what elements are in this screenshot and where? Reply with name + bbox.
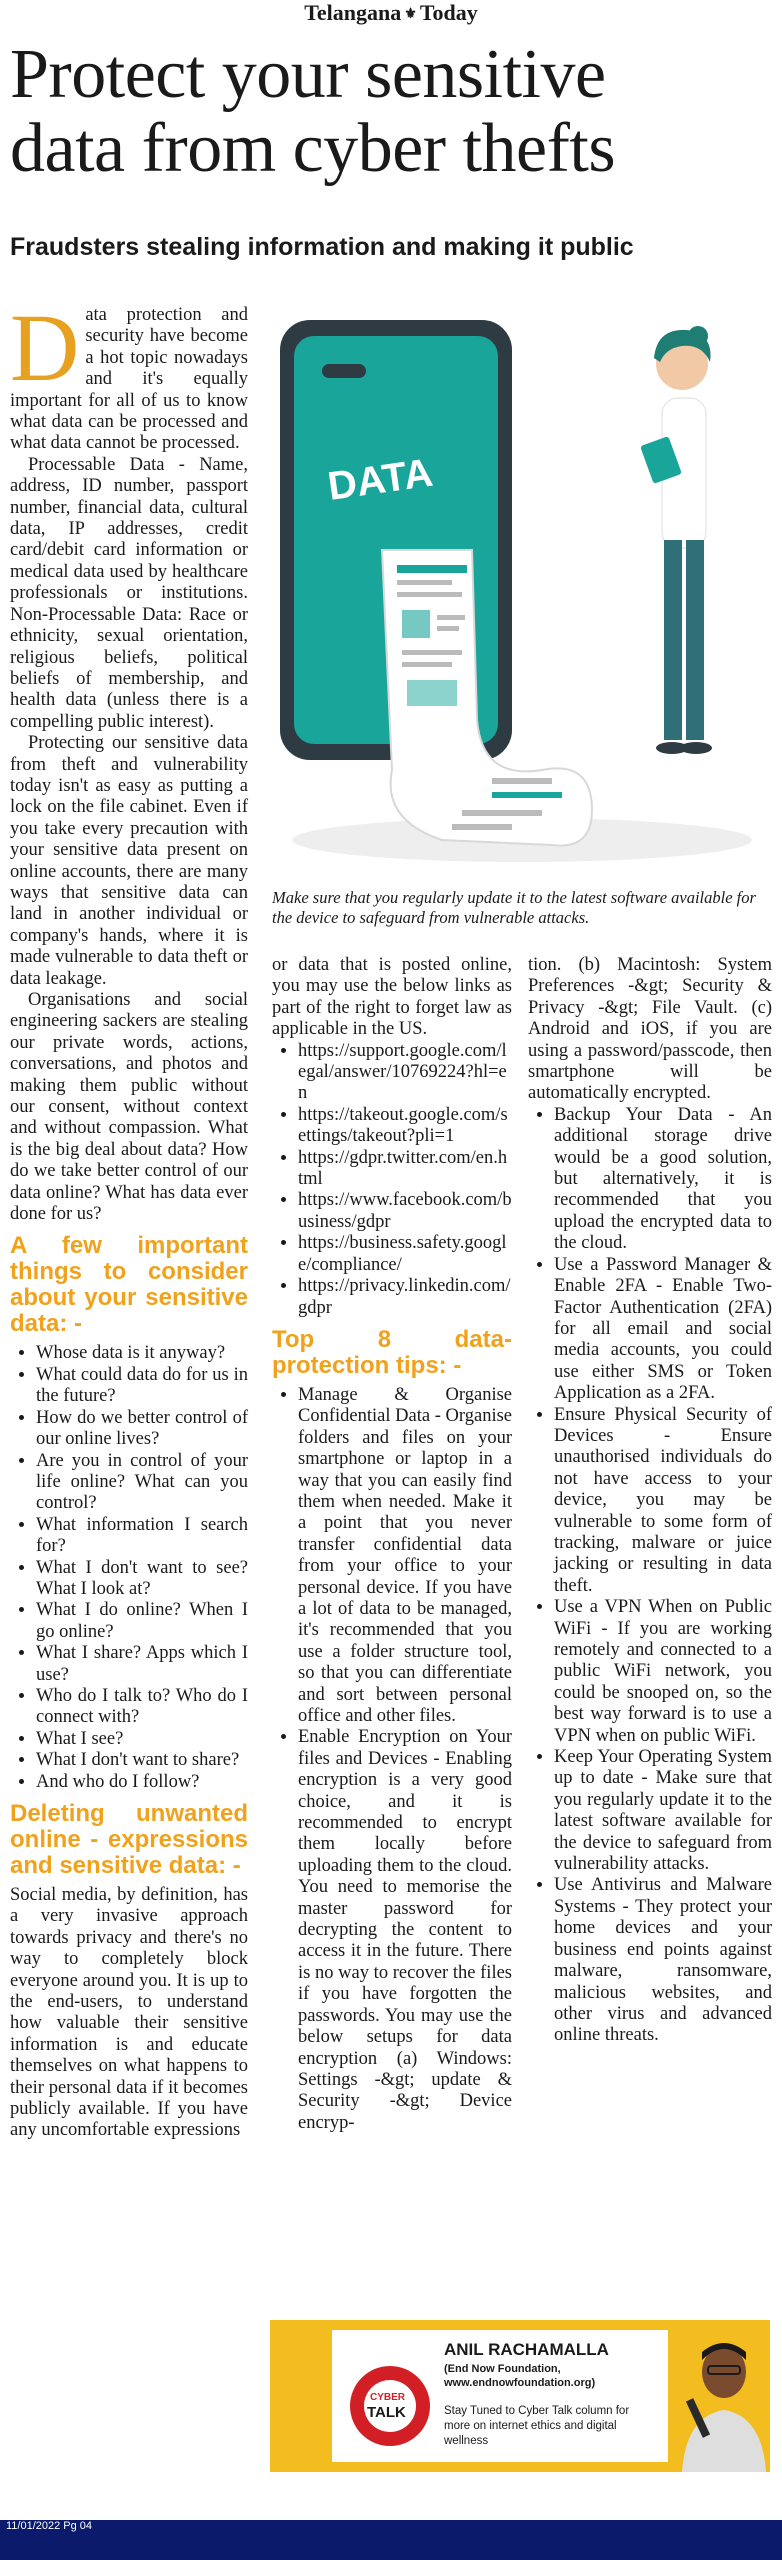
cyber-talk-logo bbox=[350, 2366, 430, 2446]
author-tagline: Stay Tuned to Cyber Talk column for more on internet ethics and digital wellness bbox=[444, 2405, 630, 2447]
link-item: • https://business.safety.google/compliance/ bbox=[298, 1233, 512, 1276]
headline bbox=[10, 38, 780, 186]
logo-text-bottom: TALK bbox=[367, 2404, 406, 2421]
link-item: • https://privacy.linkedin.com/gdpr bbox=[298, 1276, 512, 1319]
section-heading-deleting: Deleting unwanted online - expressions and sensitive data: - bbox=[10, 1800, 248, 1879]
author-name: ANIL RACHAMALLA bbox=[444, 2340, 609, 2359]
article-column-2 bbox=[272, 955, 512, 2134]
list-item: • How do we better control of our online lives? bbox=[36, 1408, 248, 1451]
list-item: • What I don't want to share? bbox=[36, 1750, 248, 1771]
section-heading-tips: Top 8 data-protection tips: - bbox=[272, 1325, 512, 1379]
paragraph: tion. (b) Macintosh: System Preferences -&gt; Security & Privacy -&gt; File Vault. (c) Android and iOS, if you are using a password/passcode, then smartphone will be automatically encrypted. bbox=[528, 955, 772, 1104]
footer-bar bbox=[0, 2520, 782, 2560]
subhead: Fraudsters stealing information and making it public bbox=[10, 233, 634, 261]
data-illustration bbox=[262, 300, 772, 880]
list-item: • Are you in control of your life online? What can you control? bbox=[36, 1451, 248, 1515]
paragraph: Social media, by definition, has a very invasive approach towards privacy and there's no way to completely block everyone around you. It is up to the end-users, to understand how valuable their sensitive information is and educate themselves on what happens to their personal data if it becomes publicly available. If you have any uncomfortable expressions bbox=[10, 1885, 248, 2141]
link-item: • https://www.facebook.com/business/gdpr bbox=[298, 1190, 512, 1233]
list-item: • Use a Password Manager & Enable 2FA - Enable Two-Factor Authentication (2FA) for all email and social media accounts, you could use either SMS or Token Application as a 2FA. bbox=[554, 1255, 772, 1405]
list-item: • Whose data is it anyway? bbox=[36, 1343, 248, 1364]
author-photo bbox=[672, 2320, 770, 2472]
links-list bbox=[272, 1041, 512, 1319]
intro-text: ata protection and security have become a hot topic nowadays and it's equally important for all of us to know what data can be processed and what data cannot be processed. bbox=[10, 305, 248, 454]
list-item: • And who do I follow? bbox=[36, 1772, 248, 1793]
author-box bbox=[270, 2320, 770, 2472]
author-box-inner bbox=[332, 2330, 668, 2462]
link-item: • https://takeout.google.com/settings/takeout?pli=1 bbox=[298, 1105, 512, 1148]
list-item: • Manage & Organise Confidential Data - Organise folders and files on your smartphone or laptop in a way that you can easily find them when needed. Make it a point that you never transfer confidential data from your office to your personal device. If you have a lot of data to be managed, it's recommended that you use a folder structure tool, so that you can differentiate and sort between personal office and other files. bbox=[298, 1385, 512, 1728]
headline-line1: Protect your sensitive bbox=[10, 36, 606, 113]
dropcap: D bbox=[10, 294, 80, 401]
list-item: • What I share? Apps which I use? bbox=[36, 1643, 248, 1686]
list-item: • Who do I talk to? Who do I connect with? bbox=[36, 1686, 248, 1729]
masthead bbox=[0, 0, 782, 28]
article-column-3 bbox=[528, 955, 772, 2047]
list-item: • What information I search for? bbox=[36, 1515, 248, 1558]
tips-list-continued bbox=[528, 1105, 772, 2047]
list-item: • What I do online? When I go online? bbox=[36, 1600, 248, 1643]
list-item: • What I don't want to see? What I look at? bbox=[36, 1558, 248, 1601]
paragraph: Protecting our sensitive data from theft and vulnerability today isn't as easy as putting a lock on the file cabinet. Even if you take every precaution with your sensitive data present on online accounts, there are many ways that sensitive data can land in another individual or company's hands, where it is made vulnerable to data theft or data leakage. bbox=[10, 733, 248, 989]
paragraph: or data that is posted online, you may use the below links as part of the right to forget law as applicable in the US. bbox=[272, 955, 512, 1040]
list-item: • What could data do for us in the future? bbox=[36, 1365, 248, 1408]
link-item: • https://gdpr.twitter.com/en.html bbox=[298, 1148, 512, 1191]
image-caption: Make sure that you regularly update it to the latest software available for the device to safeguard from vulnerable attacks. bbox=[272, 888, 756, 927]
screen-label: DATA bbox=[325, 450, 436, 509]
headline-line2: data from cyber thefts bbox=[10, 110, 616, 187]
questions-list bbox=[10, 1343, 248, 1793]
logo-text-top: CYBER bbox=[370, 2392, 406, 2403]
masthead-right: Today bbox=[419, 0, 478, 25]
list-item: • Enable Encryption on Your files and Devices - Enabling encryption is a very good choice, and it is recommended to encrypt them locally before uploading them to the cloud. You need to memorise the master password for decrypting the content to access it in the future. There is no way to recover the files if you have forgotten the passwords. You may use the below setups for data encryption (a) Windows: Settings -&gt; update & Security -&gt; Device encryp- bbox=[298, 1727, 512, 2134]
article-column-1 bbox=[10, 294, 248, 2142]
list-item: • Backup Your Data - An additional storage drive would be a good solution, but alternatively, it is recommended that you upload the encrypted data to the cloud. bbox=[554, 1105, 772, 1255]
list-item: • What I see? bbox=[36, 1729, 248, 1750]
masthead-left: Telangana bbox=[304, 0, 402, 25]
intro-paragraph bbox=[10, 294, 248, 455]
list-item: • Ensure Physical Security of Devices - Ensure unauthorised individuals do not have access to your device, you may be vulnerable to some form of tracking, malware or juice jacking or resulting in data theft. bbox=[554, 1405, 772, 1598]
masthead-emblem-icon: ⚜ bbox=[404, 6, 417, 22]
paragraph: Processable Data - Name, address, ID number, passport number, financial data, cultural data, IP addresses, credit card/debit card information or medical data used by healthcare professionals or institutions. Non-Processable Data: Race or ethnicity, sexual orientation, religious beliefs, political beliefs of membership, and health data (unless there is a compelling public interest). bbox=[10, 454, 248, 732]
section-heading-considerations: A few important things to consider about your sensitive data: - bbox=[10, 1232, 248, 1338]
author-org: (End Now Foundation, www.endnowfoundation.org) bbox=[444, 2363, 596, 2389]
footer-date-page: 11/01/2022 Pg 04 bbox=[6, 2520, 93, 2532]
list-item: • Use a VPN When on Public WiFi - If you are working remotely and connected to a public WiFi network, you could be snooped on, so the best way forward is to use a VPN when on public WiFi. bbox=[554, 1597, 772, 1747]
tips-list bbox=[272, 1385, 512, 2134]
link-item: • https://support.google.com/legal/answer/10769224?hl=en bbox=[298, 1041, 512, 1105]
list-item: • Use Antivirus and Malware Systems - They protect your home devices and your business end points against malware, ransomware, malicious websites, and other virus and advanced online threats. bbox=[554, 1875, 772, 2046]
paragraph: Organisations and social engineering sackers are stealing our private words, actions, conversations, and photos and making them public without our consent, without context and without compassion. What is the big deal about data? How do we take better control of our data online? What has data ever done for us? bbox=[10, 990, 248, 1225]
list-item: • Keep Your Operating System up to date - Make sure that you regularly update it to the latest software available for the device to safeguard from vulnerability attacks. bbox=[554, 1747, 772, 1875]
